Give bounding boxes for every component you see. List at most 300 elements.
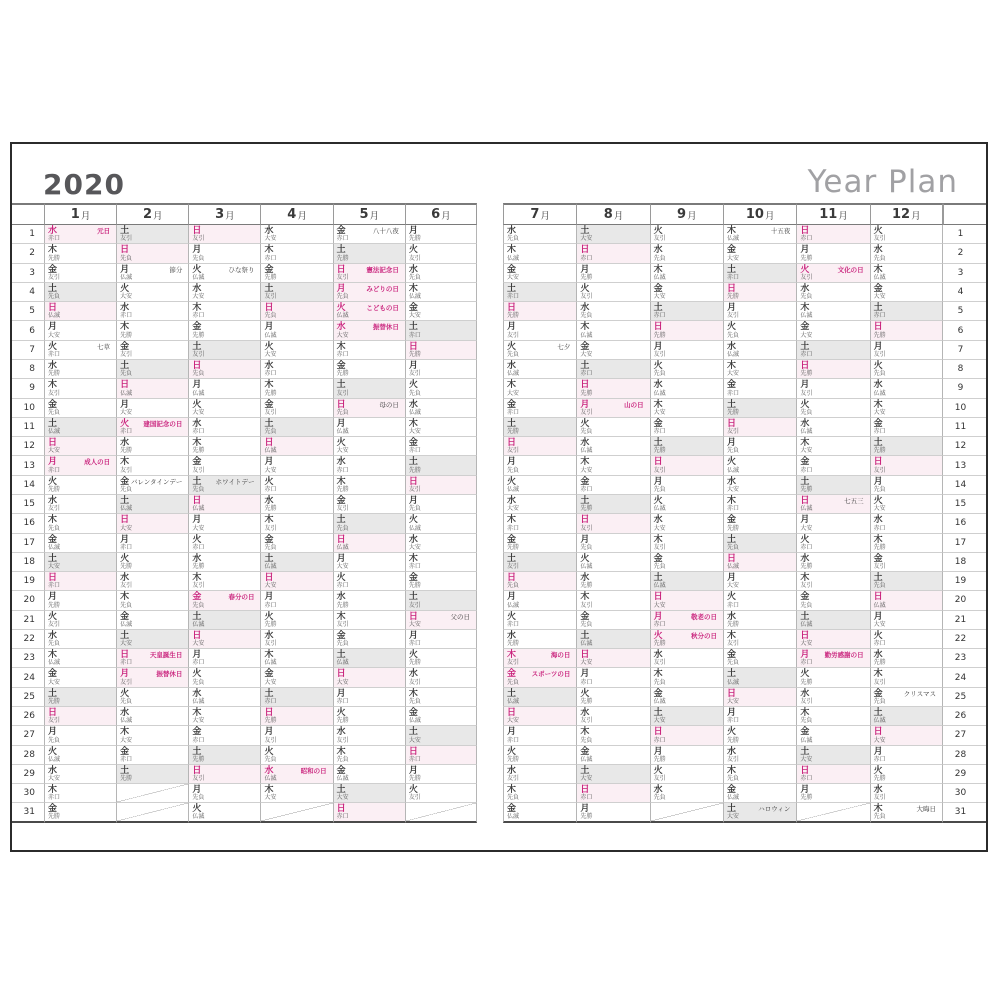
day-cell — [116, 572, 188, 591]
weekday-label: 金 — [336, 360, 346, 371]
day-cell — [503, 244, 576, 263]
weekday-label: 水 — [653, 785, 663, 796]
rokuyo-label: 赤口 — [873, 640, 886, 648]
weekday-label: 火 — [800, 534, 810, 545]
weekday-label: 日 — [192, 495, 202, 506]
day-cell — [405, 264, 477, 283]
row-number: 21 — [12, 611, 44, 630]
weekday-label: 木 — [336, 611, 346, 622]
rokuyo-label: 友引 — [727, 312, 740, 320]
rokuyo-label: 先勝 — [48, 812, 61, 820]
day-cell — [576, 611, 649, 630]
rokuyo-label: 先負 — [120, 698, 133, 706]
day-cell — [333, 803, 405, 822]
day-cell — [260, 379, 332, 398]
rokuyo-label: 赤口 — [653, 428, 666, 436]
rokuyo-label: 赤口 — [48, 235, 61, 243]
empty-day-cell — [650, 803, 723, 822]
rokuyo-label: 先負 — [48, 736, 61, 744]
rokuyo-label: 先負 — [580, 428, 593, 436]
rokuyo-label: 赤口 — [120, 659, 133, 667]
day-cell — [576, 572, 649, 591]
weekday-label: 水 — [507, 765, 517, 776]
row-number: 18 — [12, 553, 44, 572]
day-cell — [650, 321, 723, 340]
day-cell — [870, 418, 943, 437]
day-cell — [188, 765, 260, 784]
row-number: 14 — [943, 476, 986, 495]
day-cell — [870, 688, 943, 707]
rokuyo-label: 友引 — [120, 678, 133, 686]
weekday-label: 水 — [653, 380, 663, 391]
day-cell — [260, 611, 332, 630]
day-cell — [796, 726, 869, 745]
row-number: 6 — [943, 321, 986, 340]
rokuyo-label: 赤口 — [264, 698, 277, 706]
weekday-label: 金 — [507, 534, 517, 545]
weekday-label: 月 — [873, 341, 883, 352]
month-unit: 月 — [80, 210, 91, 222]
rokuyo-label: 仏滅 — [507, 370, 520, 378]
month-header-1月 — [44, 203, 116, 225]
day-cell — [650, 456, 723, 475]
weekday-label: 木 — [873, 534, 883, 545]
weekday-label: 土 — [408, 322, 418, 333]
day-cell — [503, 591, 576, 610]
day-cell — [44, 572, 116, 591]
rokuyo-label: 赤口 — [264, 485, 277, 493]
weekday-label: 金 — [507, 264, 517, 275]
rokuyo-label: 赤口 — [653, 312, 666, 320]
rokuyo-label: 仏滅 — [192, 620, 205, 628]
rokuyo-label: 大安 — [48, 331, 61, 339]
weekday-label: 日 — [48, 438, 58, 449]
weekday-label: 日 — [336, 399, 346, 410]
day-cell — [723, 668, 796, 687]
rokuyo-label: 先負 — [192, 254, 205, 262]
rokuyo-label: 大安 — [727, 485, 740, 493]
day-cell — [405, 244, 477, 263]
day-cell — [405, 225, 477, 244]
weekday-label: 水 — [336, 727, 346, 738]
rokuyo-label: 友引 — [336, 620, 349, 628]
day-cell — [260, 630, 332, 649]
rokuyo-label: 友引 — [336, 736, 349, 744]
rokuyo-label: 友引 — [873, 350, 886, 358]
weekday-label: 土 — [48, 553, 58, 564]
day-cell — [188, 321, 260, 340]
weekday-label: 水 — [873, 515, 883, 526]
rokuyo-label: 大安 — [580, 235, 593, 243]
row-number: 17 — [12, 534, 44, 553]
day-cell — [576, 553, 649, 572]
weekday-label: 金 — [580, 476, 590, 487]
weekday-label: 日 — [507, 303, 517, 314]
weekday-label: 水 — [727, 611, 737, 622]
annotation-label: ひな祭り — [228, 265, 255, 274]
weekday-label: 水 — [48, 226, 58, 236]
rokuyo-label: 仏滅 — [192, 812, 205, 820]
day-cell — [576, 784, 649, 803]
rokuyo-label: 大安 — [653, 601, 666, 609]
day-cell — [576, 418, 649, 437]
row-number: 24 — [943, 668, 986, 687]
day-cell — [44, 476, 116, 495]
row-number: 9 — [12, 379, 44, 398]
rokuyo-label: 赤口 — [336, 812, 349, 820]
weekday-label: 火 — [120, 688, 130, 699]
weekday-label: 木 — [873, 804, 883, 815]
weekday-label: 木 — [48, 380, 58, 391]
day-cell — [116, 418, 188, 437]
day-cell — [188, 399, 260, 418]
weekday-label: 金 — [653, 553, 663, 564]
weekday-label: 日 — [48, 708, 58, 719]
rokuyo-label: 仏滅 — [120, 273, 133, 281]
weekday-label: 金 — [800, 592, 810, 603]
weekday-label: 水 — [120, 438, 130, 449]
day-cell — [44, 649, 116, 668]
rokuyo-label: 大安 — [507, 389, 520, 397]
rokuyo-label: 先勝 — [727, 620, 740, 628]
row-number: 25 — [12, 688, 44, 707]
row-number: 18 — [943, 553, 986, 572]
rokuyo-label: 先勝 — [653, 755, 666, 763]
row-number: 30 — [943, 784, 986, 803]
weekday-label: 火 — [48, 341, 58, 352]
day-cell — [405, 591, 477, 610]
weekday-label: 木 — [408, 688, 418, 699]
rokuyo-label: 友引 — [873, 235, 886, 243]
day-cell — [650, 360, 723, 379]
day-cell — [333, 379, 405, 398]
day-cell — [796, 688, 869, 707]
rokuyo-label: 大安 — [727, 582, 740, 590]
weekday-label: 土 — [727, 399, 737, 410]
weekday-label: 木 — [48, 515, 58, 526]
rokuyo-label: 友引 — [336, 505, 349, 513]
day-cell — [650, 534, 723, 553]
rokuyo-label: 先勝 — [264, 620, 277, 628]
day-cell — [405, 495, 477, 514]
weekday-label: 火 — [580, 553, 590, 564]
weekday-label: 金 — [653, 283, 663, 294]
weekday-label: 金 — [192, 592, 202, 603]
day-cell — [576, 668, 649, 687]
row-number: 30 — [12, 784, 44, 803]
weekday-label: 金 — [264, 534, 274, 545]
day-cell — [723, 264, 796, 283]
month-number: 3 — [215, 207, 225, 222]
rokuyo-label: 先負 — [408, 698, 421, 706]
weekday-label: 水 — [653, 515, 663, 526]
rokuyo-label: 先勝 — [120, 775, 133, 783]
weekday-label: 木 — [653, 669, 663, 680]
day-cell — [44, 784, 116, 803]
rokuyo-label: 赤口 — [264, 254, 277, 262]
month-header-9月 — [650, 203, 723, 225]
weekday-label: 土 — [800, 746, 810, 757]
rokuyo-label: 友引 — [727, 640, 740, 648]
row-number: 8 — [12, 360, 44, 379]
holiday-label: 成人の日 — [84, 458, 111, 467]
weekday-label: 月 — [192, 380, 202, 391]
day-cell — [116, 630, 188, 649]
weekday-label: 月 — [727, 573, 737, 584]
day-cell — [503, 360, 576, 379]
weekday-label: 金 — [264, 399, 274, 410]
rokuyo-label: 大安 — [120, 293, 133, 301]
weekday-label: 土 — [653, 708, 663, 719]
rokuyo-label: 先負 — [873, 485, 886, 493]
weekday-label: 土 — [580, 360, 590, 371]
rokuyo-label: 先勝 — [336, 485, 349, 493]
row-number-header — [12, 203, 44, 225]
day-cell — [650, 765, 723, 784]
weekday-label: 水 — [873, 785, 883, 796]
day-cell — [650, 707, 723, 726]
rokuyo-label: 大安 — [873, 620, 886, 628]
row-number: 12 — [943, 437, 986, 456]
rokuyo-label: 先負 — [873, 254, 886, 262]
page-title: Year Plan — [807, 164, 958, 200]
rokuyo-label: 仏滅 — [873, 273, 886, 281]
month-number: 4 — [287, 207, 297, 222]
rokuyo-label: 仏滅 — [507, 485, 520, 493]
rokuyo-label: 友引 — [727, 428, 740, 436]
weekday-label: 木 — [408, 553, 418, 564]
day-cell — [796, 456, 869, 475]
rokuyo-label: 先勝 — [727, 524, 740, 532]
holiday-label: こどもの日 — [366, 304, 399, 313]
weekday-label: 土 — [120, 495, 130, 506]
rokuyo-label: 先勝 — [800, 563, 813, 571]
day-cell — [188, 688, 260, 707]
weekday-label: 金 — [408, 438, 418, 449]
row-number: 20 — [943, 591, 986, 610]
rokuyo-label: 赤口 — [336, 466, 349, 474]
day-cell — [796, 264, 869, 283]
rokuyo-label: 先勝 — [120, 331, 133, 339]
day-cell — [650, 553, 723, 572]
day-cell — [44, 341, 116, 360]
rokuyo-label: 大安 — [653, 408, 666, 416]
rokuyo-label: 先負 — [507, 235, 520, 243]
weekday-label: 日 — [800, 360, 810, 371]
weekday-label: 金 — [580, 341, 590, 352]
day-cell — [870, 476, 943, 495]
month-number: 1 — [70, 207, 80, 222]
row-number: 7 — [12, 341, 44, 360]
weekday-label: 土 — [653, 438, 663, 449]
weekday-label: 土 — [336, 245, 346, 256]
day-cell — [405, 688, 477, 707]
rokuyo-label: 赤口 — [580, 485, 593, 493]
weekday-label: 木 — [653, 264, 663, 275]
rokuyo-label: 仏滅 — [727, 235, 740, 243]
weekday-label: 金 — [507, 669, 517, 680]
month-header-4月 — [260, 203, 332, 225]
weekday-label: 日 — [653, 322, 663, 333]
weekday-label: 日 — [580, 380, 590, 391]
rokuyo-label: 大安 — [336, 563, 349, 571]
weekday-label: 月 — [800, 515, 810, 526]
weekday-label: 日 — [727, 283, 737, 294]
day-cell — [333, 321, 405, 340]
day-cell — [260, 688, 332, 707]
day-cell — [650, 649, 723, 668]
rokuyo-label: 先勝 — [336, 601, 349, 609]
rokuyo-label: 大安 — [800, 447, 813, 455]
weekday-label: 土 — [727, 669, 737, 680]
day-cell — [116, 321, 188, 340]
rokuyo-label: 先勝 — [653, 640, 666, 648]
day-cell — [723, 302, 796, 321]
row-number: 16 — [12, 514, 44, 533]
weekday-label: 土 — [408, 592, 418, 603]
rokuyo-label: 仏滅 — [48, 543, 61, 551]
rokuyo-label: 友引 — [336, 273, 349, 281]
holiday-label: 天皇誕生日 — [149, 651, 183, 660]
day-cell — [44, 379, 116, 398]
month-unit: 月 — [687, 210, 697, 222]
weekday-label: 水 — [507, 495, 517, 506]
rokuyo-label: 友引 — [48, 389, 61, 397]
day-cell — [870, 321, 943, 340]
rokuyo-label: 仏滅 — [336, 428, 349, 436]
left-page-jan-jun — [12, 203, 477, 823]
rokuyo-label: 友引 — [408, 601, 421, 609]
rokuyo-label: 先負 — [800, 408, 813, 416]
weekday-label: 火 — [336, 438, 346, 449]
rokuyo-label: 先勝 — [264, 717, 277, 725]
rokuyo-label: 仏滅 — [873, 717, 886, 725]
weekday-label: 水 — [653, 650, 663, 661]
day-cell — [333, 244, 405, 263]
rokuyo-label: 先勝 — [336, 717, 349, 725]
weekday-label: 火 — [580, 283, 590, 294]
rokuyo-label: 友引 — [653, 659, 666, 667]
day-cell — [260, 476, 332, 495]
rokuyo-label: 先負 — [48, 640, 61, 648]
rokuyo-label: 大安 — [580, 350, 593, 358]
weekday-label: 火 — [727, 592, 737, 603]
weekday-label: 金 — [336, 495, 346, 506]
weekday-label: 土 — [48, 418, 58, 429]
rokuyo-label: 大安 — [507, 717, 520, 725]
day-cell — [650, 225, 723, 244]
weekday-label: 日 — [800, 765, 810, 776]
month-header-11月 — [796, 203, 869, 225]
rokuyo-label: 赤口 — [873, 524, 886, 532]
rokuyo-label: 先負 — [336, 640, 349, 648]
weekday-label: 火 — [800, 669, 810, 680]
rokuyo-label: 先負 — [580, 312, 593, 320]
rokuyo-label: 先勝 — [408, 582, 421, 590]
day-cell — [503, 784, 576, 803]
rokuyo-label: 先負 — [336, 524, 349, 532]
rokuyo-label: 赤口 — [873, 755, 886, 763]
month-number: 2 — [142, 207, 152, 222]
weekday-label: 月 — [408, 226, 418, 236]
rokuyo-label: 先負 — [653, 794, 666, 802]
weekday-label: 金 — [120, 476, 130, 487]
year-title: 2020 — [43, 168, 125, 201]
day-cell — [260, 302, 332, 321]
weekday-label: 金 — [336, 630, 346, 641]
rokuyo-label: 友引 — [873, 563, 886, 571]
weekday-label: 月 — [48, 322, 58, 333]
rokuyo-label: 大安 — [727, 254, 740, 262]
day-cell — [260, 321, 332, 340]
month-unit: 月 — [911, 210, 921, 222]
day-cell — [405, 784, 477, 803]
rokuyo-label: 先負 — [264, 755, 277, 763]
day-cell — [870, 495, 943, 514]
day-cell — [44, 283, 116, 302]
day-cell — [260, 726, 332, 745]
rokuyo-label: 仏滅 — [727, 563, 740, 571]
weekday-label: 月 — [48, 727, 58, 738]
rokuyo-label: 友引 — [48, 620, 61, 628]
rokuyo-label: 友引 — [408, 370, 421, 378]
day-cell — [650, 418, 723, 437]
rokuyo-label: 友引 — [873, 466, 886, 474]
day-cell — [116, 553, 188, 572]
day-cell — [796, 244, 869, 263]
row-number: 27 — [943, 726, 986, 745]
rokuyo-label: 大安 — [48, 775, 61, 783]
rokuyo-label: 赤口 — [653, 620, 666, 628]
day-cell — [260, 572, 332, 591]
rokuyo-label: 仏滅 — [336, 312, 349, 320]
rokuyo-label: 大安 — [800, 524, 813, 532]
rokuyo-label: 先勝 — [48, 254, 61, 262]
day-cell — [576, 225, 649, 244]
weekday-label: 月 — [727, 708, 737, 719]
rokuyo-label: 仏滅 — [336, 543, 349, 551]
rokuyo-label: 赤口 — [192, 428, 205, 436]
weekday-label: 月 — [580, 534, 590, 545]
weekday-label: 金 — [653, 688, 663, 699]
weekday-label: 日 — [580, 785, 590, 796]
rokuyo-label: 友引 — [408, 794, 421, 802]
day-cell — [796, 765, 869, 784]
annotation-label: クリスマス — [903, 689, 936, 698]
rokuyo-label: 大安 — [873, 293, 886, 301]
weekday-label: 土 — [507, 553, 517, 564]
rokuyo-label: 赤口 — [264, 601, 277, 609]
weekday-label: 日 — [192, 360, 202, 371]
weekday-label: 月 — [727, 438, 737, 449]
day-cell — [116, 726, 188, 745]
rokuyo-label: 赤口 — [727, 601, 740, 609]
rokuyo-label: 仏滅 — [653, 505, 666, 513]
holiday-label: 敬老の日 — [691, 612, 717, 621]
weekday-label: 水 — [727, 476, 737, 487]
rokuyo-label: 仏滅 — [264, 331, 277, 339]
weekday-label: 日 — [192, 630, 202, 641]
weekday-label: 日 — [507, 573, 517, 584]
weekday-label: 月 — [408, 360, 418, 371]
holiday-label: 山の日 — [624, 400, 644, 409]
annotation-label: 母の日 — [379, 400, 399, 409]
rokuyo-label: 仏滅 — [727, 350, 740, 358]
day-cell — [116, 765, 188, 784]
day-cell — [405, 572, 477, 591]
day-cell — [260, 495, 332, 514]
row-number: 15 — [943, 495, 986, 514]
